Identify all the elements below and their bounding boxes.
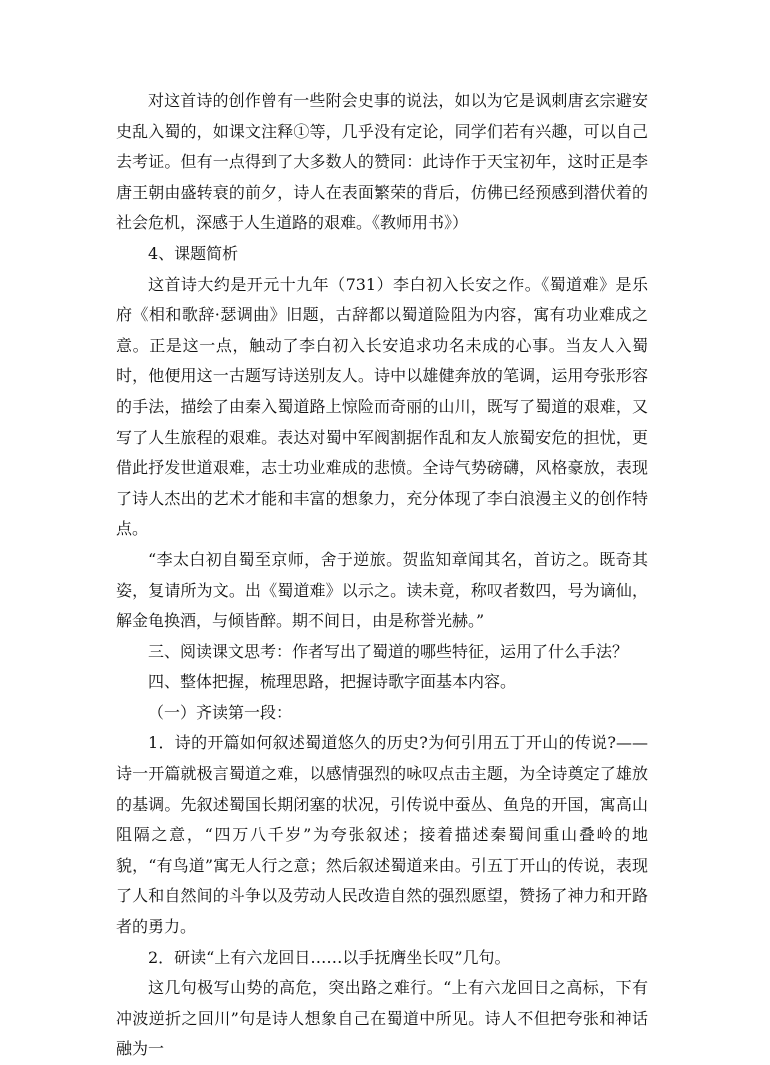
section-heading-first-stanza: （一）齐读第一段： xyxy=(148,702,293,722)
section-heading-overall-grasp: 四、整体把握，梳理思路，把握诗歌字面基本内容。 xyxy=(148,672,517,692)
paragraph-mountain-analysis: 这几句极写山势的高危，突出路之难行。“上有六龙回日之高标，下有冲波逆折之回川”句是诗人想象自己在蜀道中所见。诗人不但把夸张和神话融为一 xyxy=(116,978,648,1059)
paragraph-quote-li-bai: “李太白初自蜀至京师，舍于逆旅。贺监知章闻其名，首访之。既奇其姿，复请所为文。出《蜀道难》以示之。读未竟，称叹者数四，号为谪仙，解金龟换酒，与倾皆醉。期不间日，由是称誉光赫。” xyxy=(116,549,648,631)
document-page xyxy=(116,86,648,1065)
paragraph-origin-theories: 对这首诗的创作曾有一些附会史事的说法，如以为它是讽刺唐玄宗避安史乱入蜀的，如课文注释①等，几乎没有定论，同学们若有兴趣，可以自己去考证。但有一点得到了大多数人的赞同：此诗作于天宝初年，这时正是李唐王朝由盛转衰的前夕，诗人在表面繁荣的背后，仿佛已经预感到潜伏着的社会危机，深感于人生道路的艰难。《教师用书》） xyxy=(116,91,648,233)
paragraph-question-1: 1．诗的开篇如何叙述蜀道悠久的历史?为何引用五丁开山的传说?——诗一开篇就极言蜀道之难，以感情强烈的咏叹点击主题，为全诗奠定了雄放的基调。先叙述蜀国长期闭塞的状况，引传说中蚕丛、鱼凫的开国，寓高山阻隔之意，“四万八千岁”为夸张叙述；接着描述秦蜀间重山叠岭的地貌，“有鸟道”寓无人行之意；然后叙述蜀道来由。引五丁开山的传说，表现了人和自然间的斗争以及劳动人民改造自然的强烈愿望，赞扬了神力和开路者的勇力。 xyxy=(116,733,648,937)
section-heading-reading-question: 三、阅读课文思考：作者写出了蜀道的哪些特征，运用了什么手法？ xyxy=(148,641,629,661)
section-heading-title-analysis: 4、课题简析 xyxy=(148,243,239,263)
paragraph-question-2: 2．研读“上有六龙回日……以手抚膺坐长叹”几句。 xyxy=(148,947,511,967)
paragraph-title-analysis: 这首诗大约是开元十九年（731）李白初入长安之作。《蜀道难》是乐府《相和歌辞·瑟调曲》旧题，古辞都以蜀道险阻为内容，寓有功业难成之意。正是这一点，触动了李白初入长安追求功名未成的心事。当友人入蜀时，他便用这一古题写诗送别友人。诗中以雄健奔放的笔调，运用夸张形容的手法，描绘了由秦入蜀道路上惊险而奇丽的山川，既写了蜀道的艰难，又写了人生旅程的艰难。表达对蜀中军阀割据作乱和友人旅蜀安危的担忧，更借此抒发世道艰难，志士功业难成的悲愤。全诗气势磅礴，风格豪放，表现了诗人杰出的艺术才能和丰富的想象力，充分体现了李白浪漫主义的创作特点。 xyxy=(116,274,648,539)
